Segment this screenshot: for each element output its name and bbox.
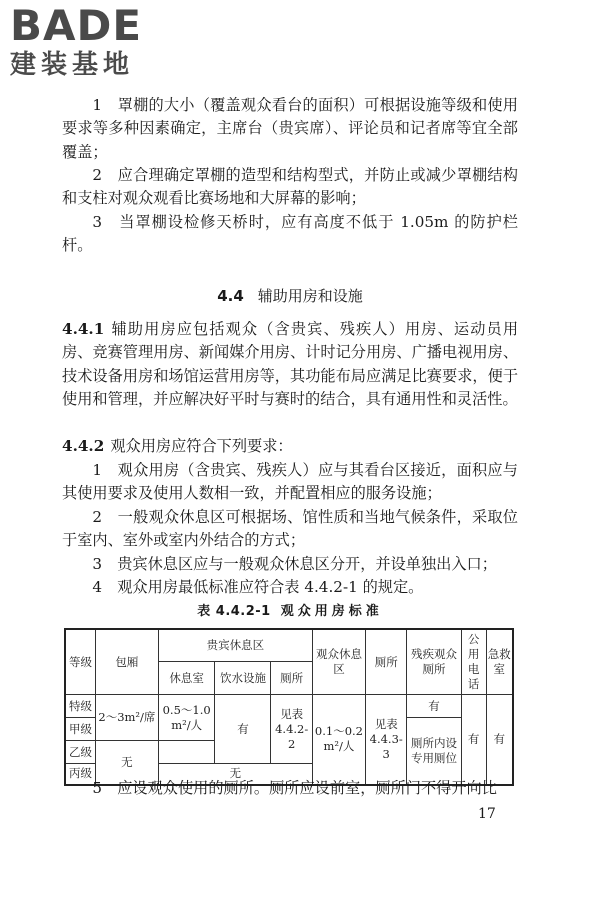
item-toilets: 5 应设观众使用的厕所。厕所应设前室，厕所门不得开向比 bbox=[92, 779, 497, 797]
cell-spectator-lounge: 0.1～0.2 m²/人 bbox=[312, 695, 365, 785]
clause-4-4-2 bbox=[62, 435, 518, 458]
cell-vip-toilet: 见表 4.4.2-2 bbox=[271, 695, 312, 764]
header-spectator-toilet: 厕所 bbox=[365, 629, 406, 695]
logo-wordmark: BADE bbox=[10, 1, 143, 50]
cell-box-bottom: 无 bbox=[96, 741, 159, 785]
paragraph-canopy-structure: 2 应合理确定罩棚的造型和结构型式，并防止或减少罩棚结构和支柱对观众观看比赛场地和大屏幕的影响； bbox=[62, 166, 518, 208]
item-spectator-rooms: 1 观众用房（含贵宾、残疾人）应与其看台区接近，面积应与其使用要求及使用人数相一致，并配置相应的服务设施； bbox=[62, 461, 518, 503]
paragraph-canopy-size: 1 罩棚的大小（覆盖观众看台的面积）可根据设施等级和使用要求等多种因素确定，主席台（贵宾席）、评论员和记者席等宜全部覆盖； bbox=[62, 96, 518, 161]
table-number: 表 4.4.2-1 bbox=[197, 604, 271, 619]
cell-disabled-rest: 厕所内设专用厕位 bbox=[407, 718, 461, 785]
header-box: 包厢 bbox=[96, 629, 159, 695]
section-title: 辅助用房和设施 bbox=[257, 287, 363, 305]
cell-disabled-top: 有 bbox=[407, 695, 461, 718]
header-grade: 等级 bbox=[65, 629, 96, 695]
item-vip-lounge: 3 贵宾休息区应与一般观众休息区分开，并设单独出入口； bbox=[92, 555, 497, 573]
grade-b: 乙级 bbox=[65, 741, 96, 764]
item-lounge-location: 2 一般观众休息区可根据场、馆性质和当地气候条件，采取位于室内、室外或室内外结合的方式； bbox=[62, 508, 518, 550]
cell-public-phone: 有 bbox=[461, 695, 486, 785]
bade-logo bbox=[10, 1, 143, 80]
section-number: 4.4 bbox=[217, 287, 244, 305]
cell-first-aid: 有 bbox=[486, 695, 513, 785]
cell-lounge-area: 0.5～1.0 m²/人 bbox=[158, 695, 215, 741]
logo-subtitle: 建装基地 bbox=[10, 50, 135, 80]
cell-box-top: 2～3m²/席 bbox=[96, 695, 159, 741]
cell-vip-none: 无 bbox=[158, 764, 312, 785]
header-vip-toilet: 厕所 bbox=[271, 662, 312, 695]
header-first-aid: 急救室 bbox=[486, 629, 513, 695]
cell-drinking: 有 bbox=[215, 695, 271, 764]
header-drinking: 饮水设施 bbox=[215, 662, 271, 695]
header-disabled-toilet: 残疾观众厕所 bbox=[407, 629, 461, 695]
grade-a: 甲级 bbox=[65, 718, 96, 741]
clause-text: 辅助用房应包括观众（含贵宾、残疾人）用房、运动员用房、竞赛管理用房、新闻媒介用房、计时记分用房、广播电视用房、技术设备用房和场馆运营用房等，其功能布局应满足比赛要求，便于使用和管理，并应解决好平时与赛时的结合，具有通用性和灵活性。 bbox=[62, 320, 518, 409]
header-lounge-room: 休息室 bbox=[158, 662, 215, 695]
paragraph-catwalk: 3 当罩棚设检修天桥时，应有高度不低于 1.05m 的防护栏杆。 bbox=[62, 213, 518, 255]
grade-c: 丙级 bbox=[65, 764, 96, 785]
spectator-room-standard-table bbox=[64, 628, 514, 786]
header-public-phone: 公用电话 bbox=[461, 629, 486, 695]
cell-spectator-toilet: 见表 4.4.3-3 bbox=[365, 695, 406, 785]
cell-lounge-blank bbox=[158, 741, 215, 764]
item-minimum-standard: 4 观众用房最低标准应符合表 4.4.2-1 的规定。 bbox=[92, 578, 424, 596]
header-vip-lounge: 贵宾休息区 bbox=[158, 629, 312, 662]
header-spectator-lounge: 观众休息区 bbox=[312, 629, 365, 695]
clause-text: 观众用房应符合下列要求： bbox=[110, 437, 293, 455]
table-title: 观众用房标准 bbox=[280, 604, 383, 619]
section-heading bbox=[62, 285, 518, 306]
clause-number: 4.4.2 bbox=[62, 437, 105, 455]
table-caption bbox=[62, 600, 518, 619]
clause-number: 4.4.1 bbox=[62, 320, 105, 338]
page-number: 17 bbox=[478, 806, 496, 822]
clause-4-4-1 bbox=[62, 318, 518, 412]
grade-special: 特级 bbox=[65, 695, 96, 718]
